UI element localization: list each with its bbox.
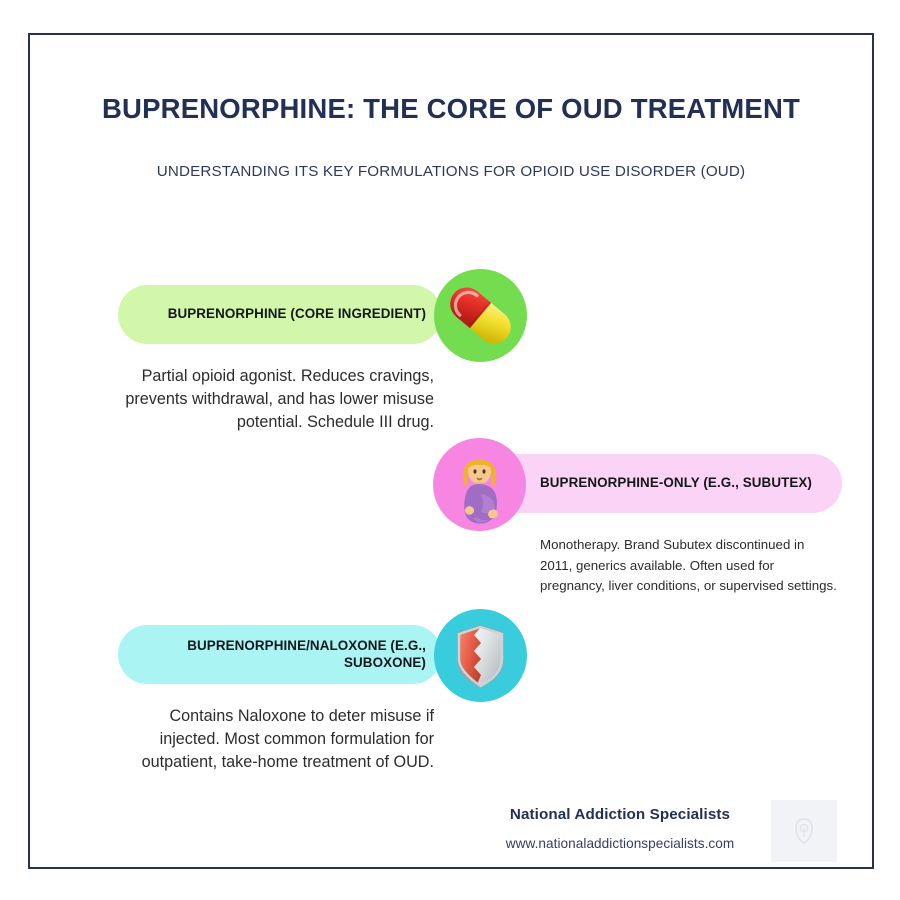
section-bar-buprenorphine-core[interactable] — [118, 285, 442, 344]
section-label-buprenorphine-core: BUPRENORPHINE (CORE INGREDIENT) — [167, 306, 426, 322]
section-body-buprenorphine-core: Partial opioid agonist. Reduces cravings, prevents withdrawal, and has lower misuse potential. Schedule III drug. — [125, 367, 434, 431]
capsule-pill-icon — [434, 269, 527, 362]
section-icon-circle-buprenorphine-only — [433, 438, 526, 531]
page-subtitle: UNDERSTANDING ITS KEY FORMULATIONS FOR OPIOID USE DISORDER (OUD) — [156, 163, 746, 180]
section-icon-circle-buprenorphine-core — [434, 269, 527, 362]
section-bar-buprenorphine-only[interactable] — [480, 454, 842, 513]
shield-icon — [434, 609, 527, 702]
infographic-frame — [28, 33, 874, 869]
footer-logo — [771, 800, 837, 862]
footer-organization-name: National Addiction Specialists — [509, 806, 731, 823]
page-title: BUPRENORPHINE: THE CORE OF OUD TREATMENT — [101, 93, 801, 124]
pregnant-woman-icon — [433, 438, 526, 531]
section-label-buprenorphine-naloxone: BUPRENORPHINE/NALOXONE (E.G., SUBOXONE) — [187, 638, 426, 670]
section-body-buprenorphine-only: Monotherapy. Brand Subutex discontinued in 2011, generics available. Often used for pregnancy, liver conditions, or supervised settings. — [540, 537, 837, 594]
section-label-buprenorphine-only: BUPRENORPHINE-ONLY (E.G., SUBUTEX) — [540, 475, 812, 491]
section-icon-circle-buprenorphine-naloxone — [434, 609, 527, 702]
section-bar-buprenorphine-naloxone[interactable] — [118, 625, 442, 684]
watermark-logo-icon — [791, 816, 817, 846]
footer-website-url[interactable]: www.nationaladdictionspecialists.com — [505, 836, 735, 851]
section-body-buprenorphine-naloxone: Contains Naloxone to deter misuse if injected. Most common formulation for outpatient, take-home treatment of OUD. — [141, 707, 434, 771]
